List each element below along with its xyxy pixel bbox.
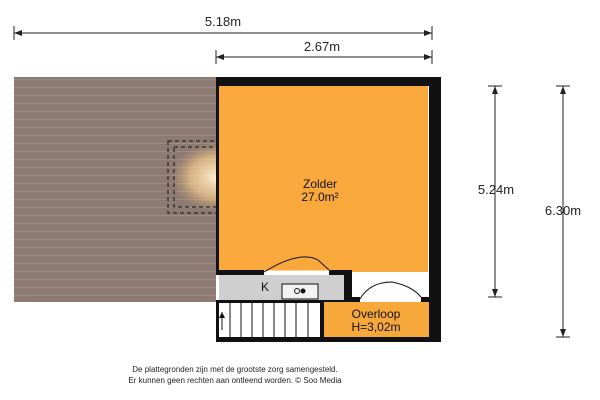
- footer-line-2: Er kunnen geen rechten aan ontleend worden. © Soo Media: [128, 376, 342, 385]
- washing-machine-icon: [282, 284, 318, 299]
- overloop-name-label: Overloop: [351, 307, 401, 321]
- dimension-right-outer: [545, 86, 581, 337]
- zolder-area-label: 27.0m²: [301, 190, 339, 204]
- dimension-right-inner: [478, 86, 514, 297]
- door-overloop: [360, 282, 421, 299]
- overloop-height-label: H=3,02m: [351, 320, 401, 334]
- kast-label: K: [260, 280, 270, 294]
- dimension-top-total-label: 5.18m: [204, 14, 242, 29]
- dimension-right-inner-label: 5.24m: [477, 182, 515, 197]
- footer-line-1: De plattegronden zijn met de grootste zorg samengesteld.: [132, 365, 338, 374]
- zolder-name-label: Zolder: [302, 177, 338, 191]
- dimension-top-partial-label: 2.67m: [303, 39, 341, 54]
- dimension-top-total: [14, 14, 432, 40]
- staircase: [219, 303, 320, 337]
- dimension-right-outer-label: 6.30m: [544, 203, 582, 218]
- dimension-top-partial: [216, 39, 432, 64]
